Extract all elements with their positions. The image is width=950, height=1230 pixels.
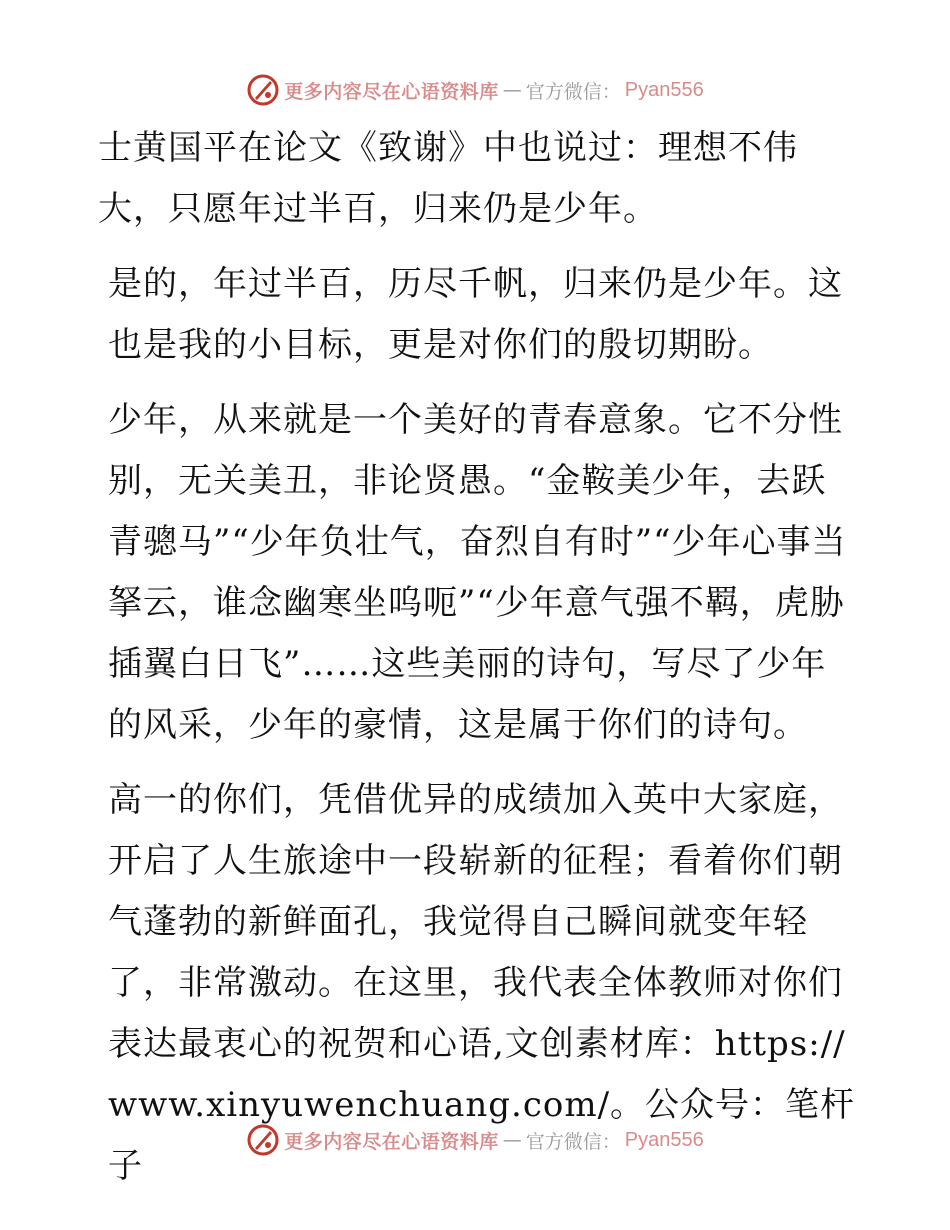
paragraph-2: 是的，年过半百，历尽千帆，归来仍是少年。这也是我的小目标，更是对你们的殷切期盼。 <box>108 264 843 365</box>
wechat-label: 官方微信： <box>525 1130 621 1153</box>
wechat-label: 官方微信： <box>525 80 621 103</box>
paragraph-1: 士黄国平在论文《致谢》中也说过：理想不伟大，只愿年过半百，归来仍是少年。 <box>98 128 798 229</box>
banner-text: 更多内容尽在心语资料库 <box>284 80 499 103</box>
wechat-id: Pyan556 <box>624 78 704 101</box>
paragraph-4: 高一的你们，凭借优异的成绩加入英中大家庭，开启了人生旅途中一段崭新的征程；看着你们朝气蓬勃的新鲜面孔，我觉得自己瞬间就变年轻了，非常激动。在这里，我代表全体教师对你们表达最衷心的祝贺和心语,文创素材库：https://www.xinyuwenchuang.com/。公众号：笔杆子 <box>108 780 856 1186</box>
footer-banner <box>0 1120 950 1160</box>
header-banner <box>0 70 950 110</box>
banner-separator: — <box>502 79 522 101</box>
document-body <box>98 118 858 1211</box>
banner-text: 更多内容尽在心语资料库 <box>284 1130 499 1153</box>
paragraph-3: 少年，从来就是一个美好的青春意象。它不分性别，无关美丑，非论贤愚。“金鞍美少年，去跃青骢马”“少年负壮气，奋烈自有时”“少年心事当拏云，谁念幽寒坐呜呃”“少年意气强不羁，虎胁插翼白日飞”……这些美丽的诗句，写尽了少年的风采，少年的豪情，这是属于你们的诗句。 <box>108 400 847 745</box>
quill-logo-icon <box>246 73 280 107</box>
wechat-id: Pyan556 <box>624 1128 704 1151</box>
banner-separator: — <box>502 1129 522 1151</box>
quill-logo-icon <box>246 1123 280 1157</box>
